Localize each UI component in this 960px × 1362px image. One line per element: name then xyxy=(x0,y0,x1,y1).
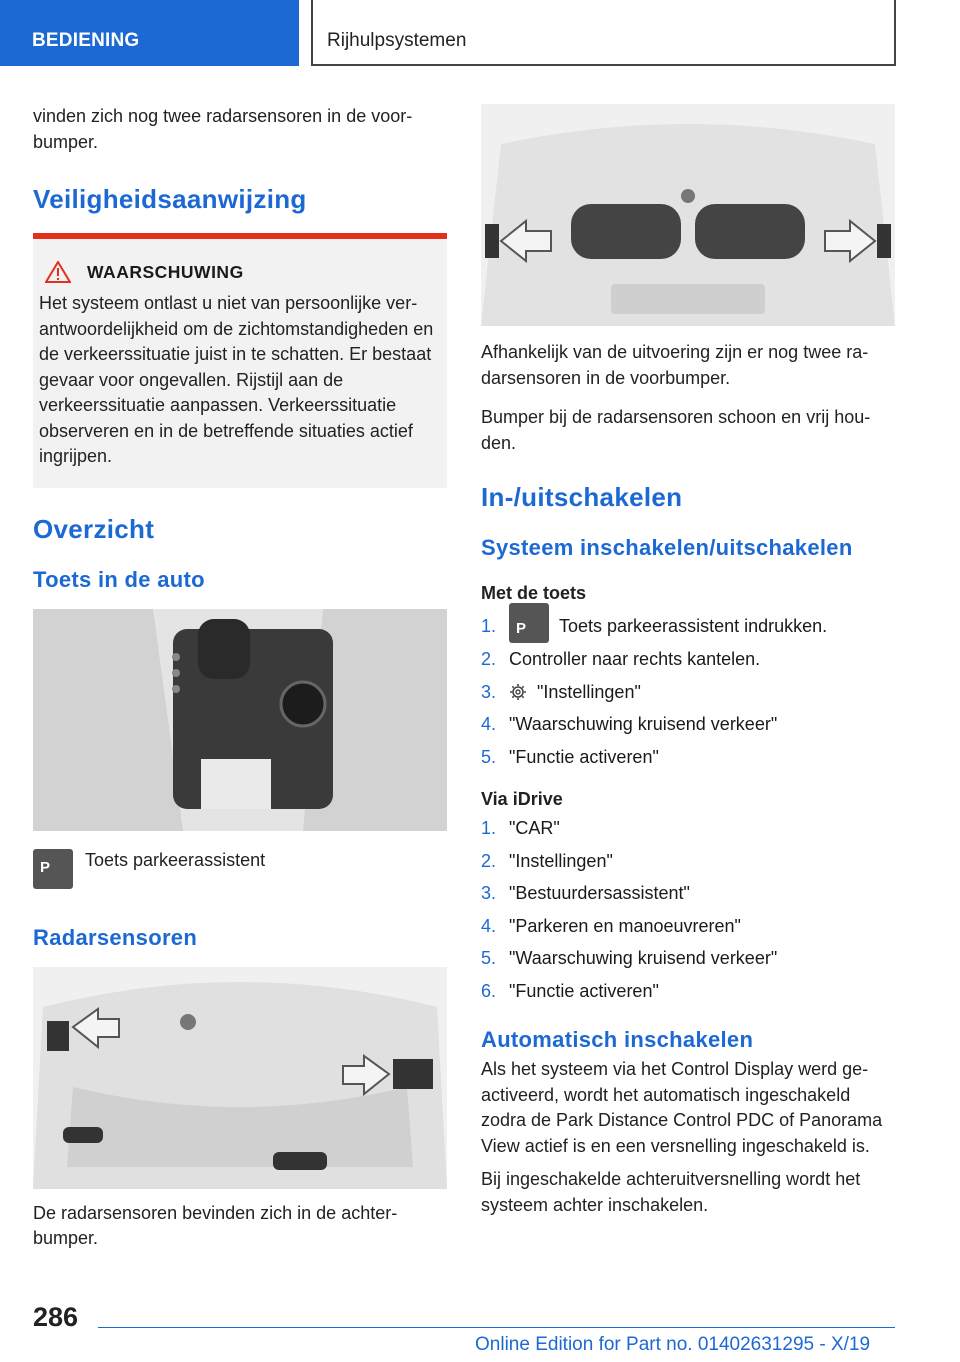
intro-text: vinden zich nog twee radarsensoren in de voorbumper. xyxy=(33,106,413,152)
button-steps xyxy=(481,610,895,773)
warning-title: WAARSCHUWING xyxy=(87,261,244,282)
list-item: 6. "Functie activeren" xyxy=(481,980,659,1001)
list-item: 1. P Toets parkeerassistent indrukken. xyxy=(481,610,895,643)
left-column xyxy=(33,104,447,1252)
section-title: BEDIENING xyxy=(32,30,140,51)
system-heading: Systeem inschakelen/uitschakelen xyxy=(481,535,853,560)
button-heading: Toets in de auto xyxy=(33,566,205,592)
reverse-text: Bij ingeschakelde achteruitversnelling wordt het systeem achter inschakelen. xyxy=(481,1169,861,1215)
clean-note: Bumper bij de radarsensoren schoon en vrij houden. xyxy=(481,407,871,453)
button-legend xyxy=(33,849,447,889)
park-assist-button-icon: P xyxy=(33,849,73,889)
list-item: 3. "Bestuurdersassistent" xyxy=(481,883,690,904)
warning-box xyxy=(33,233,447,488)
front-bumper-image xyxy=(481,104,895,326)
overview-heading: Overzicht xyxy=(33,513,155,544)
park-assist-button-icon: P xyxy=(509,603,549,643)
via-button-heading: Met de toets xyxy=(481,583,587,603)
radar-heading: Radarsensoren xyxy=(33,924,198,950)
right-column xyxy=(481,104,895,1218)
auto-heading: Automatisch inschakelen xyxy=(481,1027,754,1053)
warning-text: Het systeem ontlast u niet van persoonlijke verantwoordelijkheid om de zichtomstandigheden en de verkeerssituatie juist in te schatten. Er bestaat gevaar voor ongevallen. Rijstijl aan de verkeerssituatie aanpassen. Verkeerssituatie observeren en in de betreffende situaties actief ingrijpen. xyxy=(39,293,434,466)
list-item: 3. "Instellingen" xyxy=(481,681,641,702)
safety-heading: Veiligheidsaanwijzing xyxy=(33,184,307,214)
list-item: 1. "CAR" xyxy=(481,818,560,839)
list-item: 5. "Functie activeren" xyxy=(481,746,659,767)
center-console-image xyxy=(33,609,447,831)
radar-caption: De radarsensoren bevinden zich in de achterbumper. xyxy=(33,1202,398,1248)
list-item: 4. "Parkeren en manoeuvreren" xyxy=(481,915,741,936)
edition-note: Online Edition for Part no. 01402631295 - X/19 xyxy=(475,1334,871,1355)
button-label: Toets parkeerassistent xyxy=(85,849,266,870)
via-idrive-heading: Via iDrive xyxy=(481,789,563,810)
rear-bumper-image xyxy=(33,967,447,1189)
gear-icon xyxy=(509,683,527,701)
page-number: 286 xyxy=(33,1302,79,1332)
footer-divider xyxy=(98,1327,895,1328)
list-item: 2. "Instellingen" xyxy=(481,850,613,871)
list-item: 2. Controller naar rechts kantelen. xyxy=(481,649,761,670)
chapter-title: Rijhulpsystemen xyxy=(327,30,467,51)
front-caption: Afhankelijk van de uitvoering zijn er nog twee radarsensoren in de voorbumper. xyxy=(481,342,869,388)
list-item: 4. "Waarschuwing kruisend verkeer" xyxy=(481,714,778,735)
section-tab xyxy=(0,0,299,66)
chapter-tab xyxy=(311,0,896,66)
list-item: 5. "Waarschuwing kruisend verkeer" xyxy=(481,948,778,969)
onoff-heading: In-/uitschakelen xyxy=(481,482,683,512)
warning-triangle-icon xyxy=(45,261,71,283)
idrive-steps xyxy=(481,812,895,1007)
auto-text: Als het systeem via het Control Display werd geactiveerd, wordt het automatisch ingeschakeld zodra de Park Distance Control PDC of Panorama View actief is en een versnelling ingeschakeld is. xyxy=(481,1059,883,1156)
